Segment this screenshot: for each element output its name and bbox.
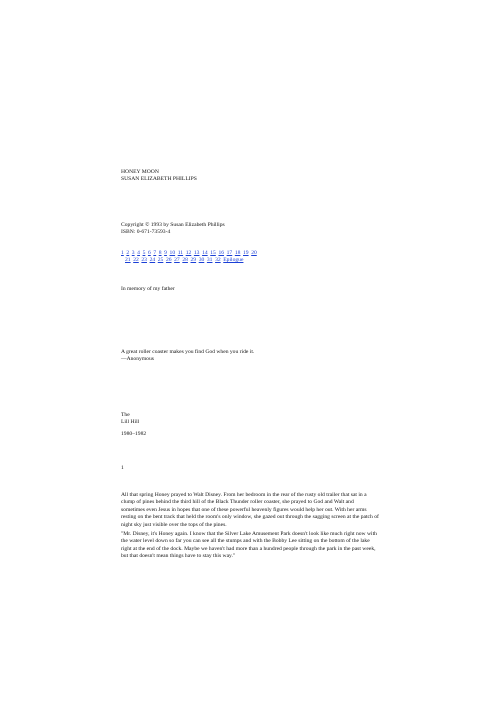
toc-link-chapter-29[interactable]: 29 — [190, 257, 197, 264]
title-block — [121, 169, 379, 184]
toc-link-chapter-4[interactable]: 4 — [137, 250, 140, 256]
toc-link-chapter-12[interactable]: 12 — [185, 250, 192, 256]
toc-link-chapter-23[interactable]: 23 — [141, 257, 147, 264]
toc-link-chapter-17[interactable]: 17 — [226, 250, 233, 256]
toc-link-chapter-15[interactable]: 15 — [210, 250, 216, 256]
isbn-line: ISBN: 0-671-73593-4 — [121, 229, 171, 236]
book-title: HONEY MOON — [121, 169, 159, 175]
epigraph-quote: A great roller coaster makes you find God when you ride it. — [121, 349, 255, 355]
toc-link-chapter-10[interactable]: 10 — [169, 250, 176, 256]
copyright-line: Copyright © 1993 by Susan Elizabeth Phillips — [121, 222, 225, 228]
toc-link-chapter-19[interactable]: 19 — [243, 250, 249, 256]
toc-link-chapter-30[interactable]: 30 — [198, 257, 205, 264]
epigraph — [121, 349, 379, 364]
part-heading-line2: Lill Hill — [121, 419, 140, 426]
toc-link-chapter-2[interactable]: 2 — [126, 250, 130, 256]
toc-link-epilogue[interactable]: Epilogue — [223, 257, 244, 264]
toc-link-chapter-22[interactable]: 22 — [133, 257, 139, 264]
copyright-block — [121, 222, 379, 237]
toc-link-chapter-16[interactable]: 16 — [218, 250, 225, 256]
part-heading — [121, 412, 379, 427]
chapter-number: 1 — [121, 465, 124, 471]
toc-link-chapter-13[interactable]: 13 — [193, 250, 200, 256]
toc-link-chapter-9[interactable]: 9 — [164, 250, 167, 256]
epigraph-attribution: —Anonymous — [121, 356, 154, 363]
toc-link-chapter-24[interactable]: 24 — [149, 257, 156, 264]
toc-row — [121, 257, 379, 264]
toc-link-chapter-3[interactable]: 3 — [131, 250, 135, 256]
toc-link-chapter-5[interactable]: 5 — [142, 250, 146, 256]
toc-link-chapter-25[interactable]: 25 — [157, 257, 164, 264]
toc-row — [121, 250, 379, 257]
chapter-paragraph: All that spring Honey prayed to Walt Disney. From her bedroom in the rear of the rusty old trailer that sat in a clump of pines behind the third hill of the Black Thunder roller coaster, she prayed to God and Walt and sometimes even Jesus in hopes that one of these powerful heavenly figures would help her out. With her arms resting on the bent track that held the room's only window, she gazed out through the sagging screen at the patch of night sky just visible over the tops of the pines. — [121, 492, 379, 528]
toc-link-chapter-28[interactable]: 28 — [182, 257, 188, 264]
toc-link-chapter-1[interactable]: 1 — [121, 250, 124, 256]
toc-link-chapter-14[interactable]: 14 — [202, 250, 208, 256]
toc-link-chapter-6[interactable]: 6 — [147, 250, 151, 256]
book-author: SUSAN ELIZABETH PHILLIPS — [121, 176, 197, 183]
table-of-contents — [121, 250, 379, 265]
dedication: In memory of my father — [121, 286, 175, 292]
toc-link-chapter-7[interactable]: 7 — [153, 250, 157, 256]
toc-link-chapter-27[interactable]: 27 — [174, 257, 180, 264]
toc-link-chapter-31[interactable]: 31 — [206, 257, 213, 264]
part-heading-line1: The — [121, 412, 130, 418]
toc-link-chapter-11[interactable]: 11 — [177, 250, 184, 256]
toc-link-chapter-8[interactable]: 8 — [158, 250, 162, 256]
toc-link-chapter-26[interactable]: 26 — [165, 257, 172, 264]
toc-link-chapter-21[interactable]: 21 — [125, 257, 131, 264]
chapter-paragraph: "Mr. Disney, it's Honey again. I know that the Silver Lake Amusement Park doesn't look like much right now with the water level down so far you can see all the stumps and with the Bobby Lee sitting on the bottom of the lake right at the end of the dock. Maybe we haven't had more than a hundred people through the park in the past week, but that doesn't mean things have to stay this way." — [121, 531, 377, 560]
part-years: 1980–1982 — [121, 431, 147, 437]
toc-link-chapter-20[interactable]: 20 — [251, 250, 257, 256]
toc-link-chapter-32[interactable]: 32 — [215, 257, 221, 264]
toc-link-chapter-18[interactable]: 18 — [234, 250, 241, 256]
